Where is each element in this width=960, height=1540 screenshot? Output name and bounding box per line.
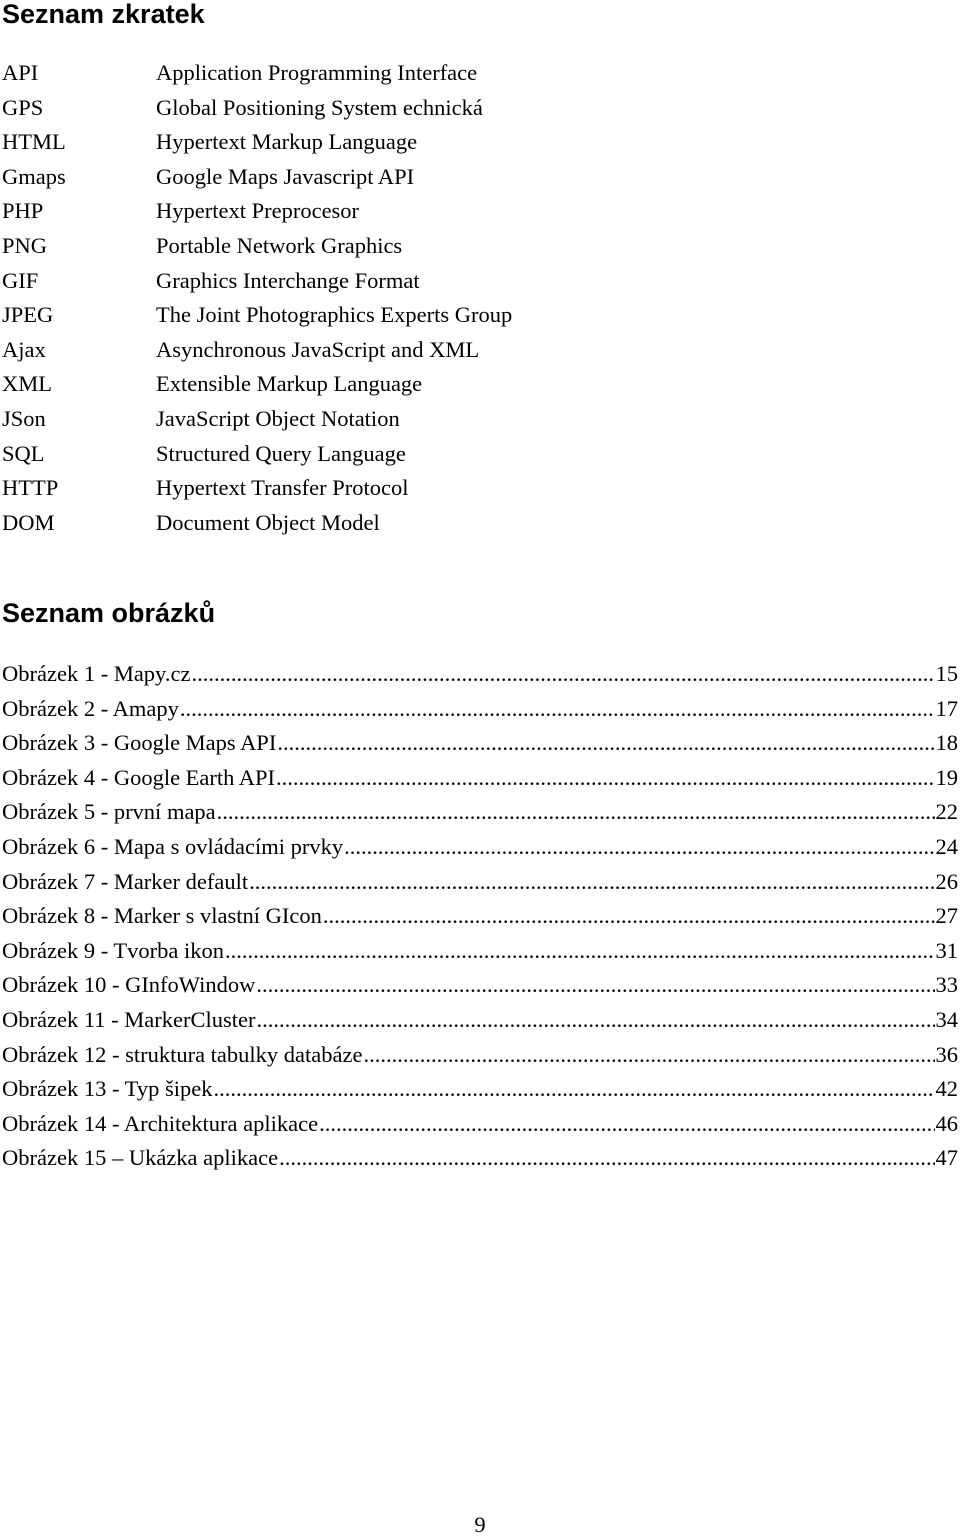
- dot-leader: [213, 1072, 934, 1107]
- dot-leader: [256, 1003, 934, 1038]
- abbreviation-meaning: Graphics Interchange Format: [156, 267, 420, 293]
- abbreviation-meaning: Hypertext Preprocesor: [156, 198, 360, 224]
- figure-title: Obrázek 9 - Tvorba ikon: [2, 937, 225, 963]
- abbreviations-list: [0, 56, 960, 540]
- abbreviation-code: HTML: [2, 129, 66, 155]
- page-number: 9: [474, 1512, 486, 1537]
- abbreviation-code: GIF: [2, 267, 39, 293]
- figure-entry[interactable]: [0, 726, 958, 761]
- figure-title: Obrázek 5 - první mapa: [2, 799, 216, 825]
- abbreviation-code: SQL: [2, 440, 45, 466]
- abbreviation-code: JPEG: [2, 302, 54, 328]
- figure-title: Obrázek 14 - Architektura aplikace: [2, 1110, 319, 1136]
- figure-page: 36: [935, 1041, 958, 1067]
- figure-title: Obrázek 6 - Mapa s ovládacími prvky: [2, 833, 344, 859]
- abbreviation-meaning: Asynchronous JavaScript and XML: [156, 336, 480, 362]
- figure-entry[interactable]: [0, 1038, 958, 1073]
- figure-title: Obrázek 12 - struktura tabulky databáze: [2, 1041, 363, 1067]
- abbreviation-meaning: Extensible Markup Language: [156, 371, 423, 397]
- abbreviation-row: [0, 160, 960, 195]
- abbreviation-row: [0, 194, 960, 229]
- abbreviation-code: GPS: [2, 94, 44, 120]
- dot-leader: [256, 968, 934, 1003]
- abbreviation-row: [0, 56, 960, 91]
- figure-page: 46: [935, 1110, 958, 1136]
- figure-page: 33: [935, 972, 958, 998]
- figure-page: 15: [935, 661, 958, 686]
- abbreviation-code: PHP: [2, 198, 44, 224]
- abbreviation-meaning: Document Object Model: [156, 509, 380, 535]
- abbreviation-meaning: Google Maps Javascript API: [156, 163, 415, 189]
- figure-page: 27: [935, 903, 958, 929]
- figure-page: 24: [935, 833, 958, 859]
- figure-entry[interactable]: [0, 1141, 958, 1176]
- abbreviation-meaning: Portable Network Graphics: [156, 232, 403, 258]
- abbreviation-row: [0, 367, 960, 402]
- figure-title: Obrázek 7 - Marker default: [2, 868, 249, 894]
- abbreviation-meaning: Hypertext Markup Language: [156, 129, 418, 155]
- figure-title: Obrázek 4 - Google Earth API: [2, 764, 276, 790]
- abbreviation-row: [0, 298, 960, 333]
- figure-title: Obrázek 15 – Ukázka aplikace: [2, 1145, 279, 1171]
- abbreviation-code: HTTP: [2, 475, 59, 501]
- figure-title: Obrázek 8 - Marker s vlastní GIcon: [2, 903, 322, 929]
- figure-page: 22: [935, 799, 958, 825]
- dot-leader: [225, 934, 934, 969]
- abbreviation-meaning: Hypertext Transfer Protocol: [156, 475, 409, 501]
- abbreviation-row: [0, 333, 960, 368]
- abbreviation-code: API: [2, 60, 39, 85]
- dot-leader: [344, 830, 934, 865]
- figure-title: Obrázek 11 - MarkerCluster: [2, 1006, 256, 1032]
- figure-entry[interactable]: [0, 761, 958, 796]
- figure-entry[interactable]: [0, 865, 958, 900]
- figure-title: Obrázek 10 - GInfoWindow: [2, 972, 256, 998]
- abbreviation-code: XML: [2, 371, 52, 397]
- abbreviations-heading: Seznam zkratek: [2, 0, 205, 29]
- abbreviation-row: [0, 402, 960, 437]
- abbreviation-meaning: JavaScript Object Notation: [156, 405, 400, 431]
- abbreviation-row: [0, 506, 960, 541]
- abbreviation-meaning: Application Programming Interface: [156, 60, 478, 85]
- figure-page: 18: [935, 730, 958, 756]
- figure-entry[interactable]: [0, 899, 958, 934]
- figure-page: 47: [935, 1145, 958, 1171]
- abbreviation-meaning: Global Positioning System echnická: [156, 94, 483, 120]
- abbreviation-row: [0, 471, 960, 506]
- figure-entry[interactable]: [0, 934, 958, 969]
- figure-title: Obrázek 1 - Mapy.cz: [2, 661, 191, 686]
- abbreviation-code: PNG: [2, 232, 48, 258]
- abbreviation-row: [0, 91, 960, 126]
- dot-leader: [277, 726, 934, 761]
- figure-entry[interactable]: [0, 968, 958, 1003]
- abbreviation-code: DOM: [2, 509, 55, 535]
- abbreviation-meaning: Structured Query Language: [156, 440, 406, 466]
- dot-leader: [279, 1141, 934, 1176]
- figure-title: Obrázek 2 - Amapy: [2, 695, 179, 721]
- figure-entry[interactable]: [0, 830, 958, 865]
- figure-entry[interactable]: [0, 657, 958, 692]
- dot-leader: [249, 865, 934, 900]
- figure-page: 34: [935, 1006, 958, 1032]
- figure-entry[interactable]: [0, 1003, 958, 1038]
- abbreviation-row: [0, 437, 960, 472]
- figures-heading: Seznam obrázků: [2, 598, 216, 628]
- dot-leader: [217, 795, 935, 830]
- figure-title: Obrázek 13 - Typ šipek: [2, 1076, 213, 1102]
- dot-leader: [276, 761, 934, 796]
- dot-leader: [180, 692, 935, 727]
- dot-leader: [363, 1038, 934, 1073]
- dot-leader: [319, 1107, 934, 1142]
- abbreviation-row: [0, 229, 960, 264]
- abbreviation-row: [0, 125, 960, 160]
- figure-page: 26: [935, 868, 958, 894]
- figure-page: 42: [935, 1076, 958, 1102]
- figure-entry[interactable]: [0, 692, 958, 727]
- abbreviation-meaning: The Joint Photographics Experts Group: [156, 302, 513, 328]
- abbreviation-code: Gmaps: [2, 163, 66, 189]
- abbreviation-code: JSon: [2, 405, 46, 431]
- figure-entry[interactable]: [0, 1072, 958, 1107]
- figure-page: 31: [935, 937, 958, 963]
- figure-entry[interactable]: [0, 1107, 958, 1142]
- figures-list: [0, 657, 960, 1176]
- dot-leader: [191, 657, 934, 692]
- abbreviation-code: Ajax: [2, 336, 46, 362]
- figure-page: 17: [935, 695, 958, 721]
- abbreviation-row: [0, 264, 960, 299]
- figure-entry[interactable]: [0, 795, 958, 830]
- figure-title: Obrázek 3 - Google Maps API: [2, 730, 277, 756]
- dot-leader: [323, 899, 935, 934]
- figure-page: 19: [935, 764, 958, 790]
